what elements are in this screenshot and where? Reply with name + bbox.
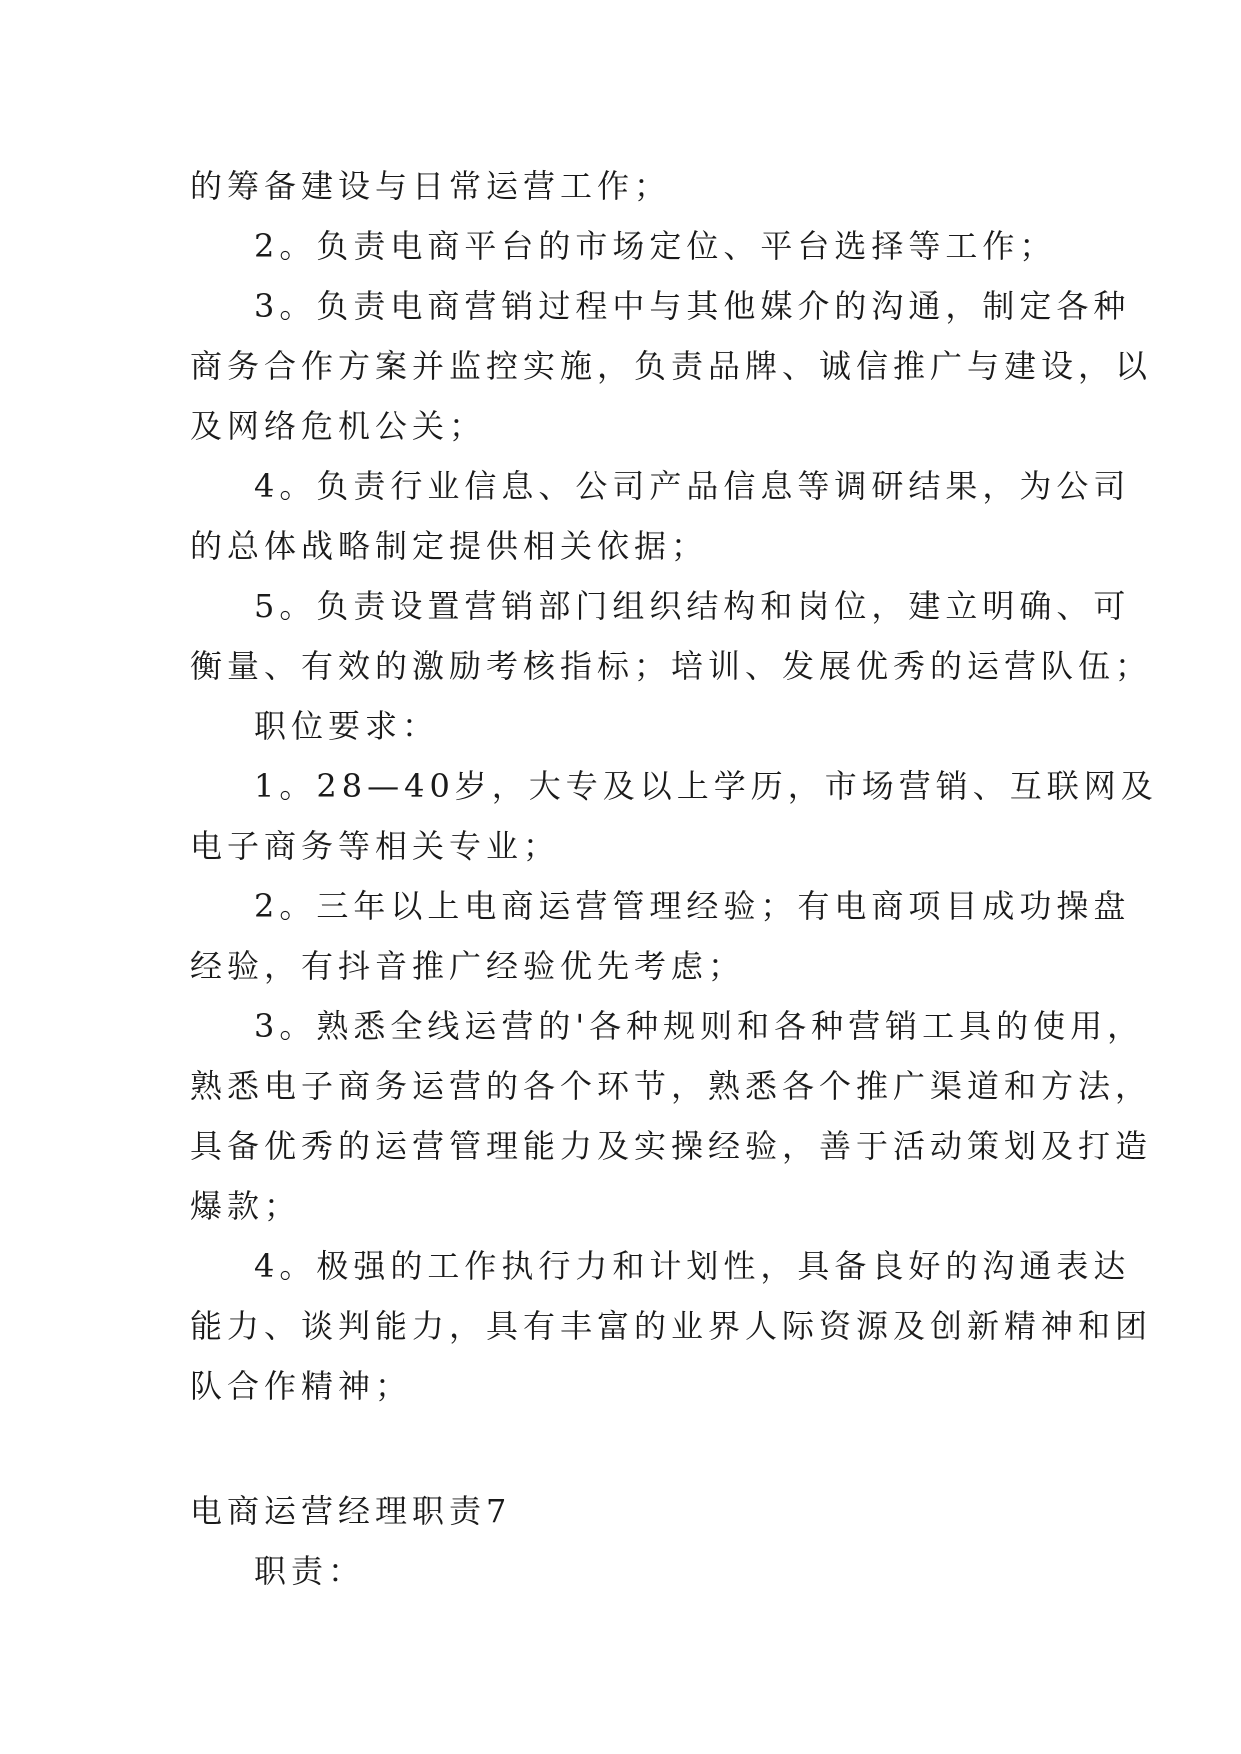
text-line: 的筹备建设与日常运营工作；: [190, 167, 672, 205]
text-line: 1。28—40岁，大专及以上学历，市场营销、互联网及: [254, 767, 1158, 805]
text-line: 2。三年以上电商运营管理经验；有电商项目成功操盘: [254, 887, 1131, 925]
text-line: 4。负责行业信息、公司产品信息等调研结果，为公司: [254, 467, 1131, 505]
text-line: 3。负责电商营销过程中与其他媒介的沟通，制定各种: [254, 287, 1131, 325]
text-line: 的总体战略制定提供相关依据；: [190, 527, 709, 565]
text-line: 3。熟悉全线运营的'各种规则和各种营销工具的使用，: [254, 1007, 1145, 1045]
text-line: 熟悉电子商务运营的各个环节，熟悉各个推广渠道和方法，: [190, 1067, 1153, 1105]
text-line: 爆款；: [190, 1187, 302, 1225]
section-label: 职位要求：: [254, 707, 440, 745]
text-line: 5。负责设置营销部门组织结构和岗位，建立明确、可: [254, 587, 1131, 625]
text-line: 2。负责电商平台的市场定位、平台选择等工作；: [254, 227, 1057, 265]
text-line: 具备优秀的运营管理能力及实操经验，善于活动策划及打造: [190, 1127, 1153, 1165]
text-line: 衡量、有效的激励考核指标；培训、发展优秀的运营队伍；: [190, 647, 1153, 685]
text-line: 4。极强的工作执行力和计划性，具备良好的沟通表达: [254, 1247, 1131, 1285]
section-label: 职责：: [254, 1552, 366, 1590]
text-line: 队合作精神；: [190, 1367, 413, 1405]
text-line: 经验，有抖音推广经验优先考虑；: [190, 947, 746, 985]
text-line: 电子商务等相关专业；: [190, 827, 561, 865]
section-heading: 电商运营经理职责7: [190, 1492, 512, 1530]
text-line: 商务合作方案并监控实施，负责品牌、诚信推广与建设，以: [190, 347, 1153, 385]
text-line: 能力、谈判能力，具有丰富的业界人际资源及创新精神和团: [190, 1307, 1153, 1345]
text-line: 及网络危机公关；: [190, 407, 487, 445]
